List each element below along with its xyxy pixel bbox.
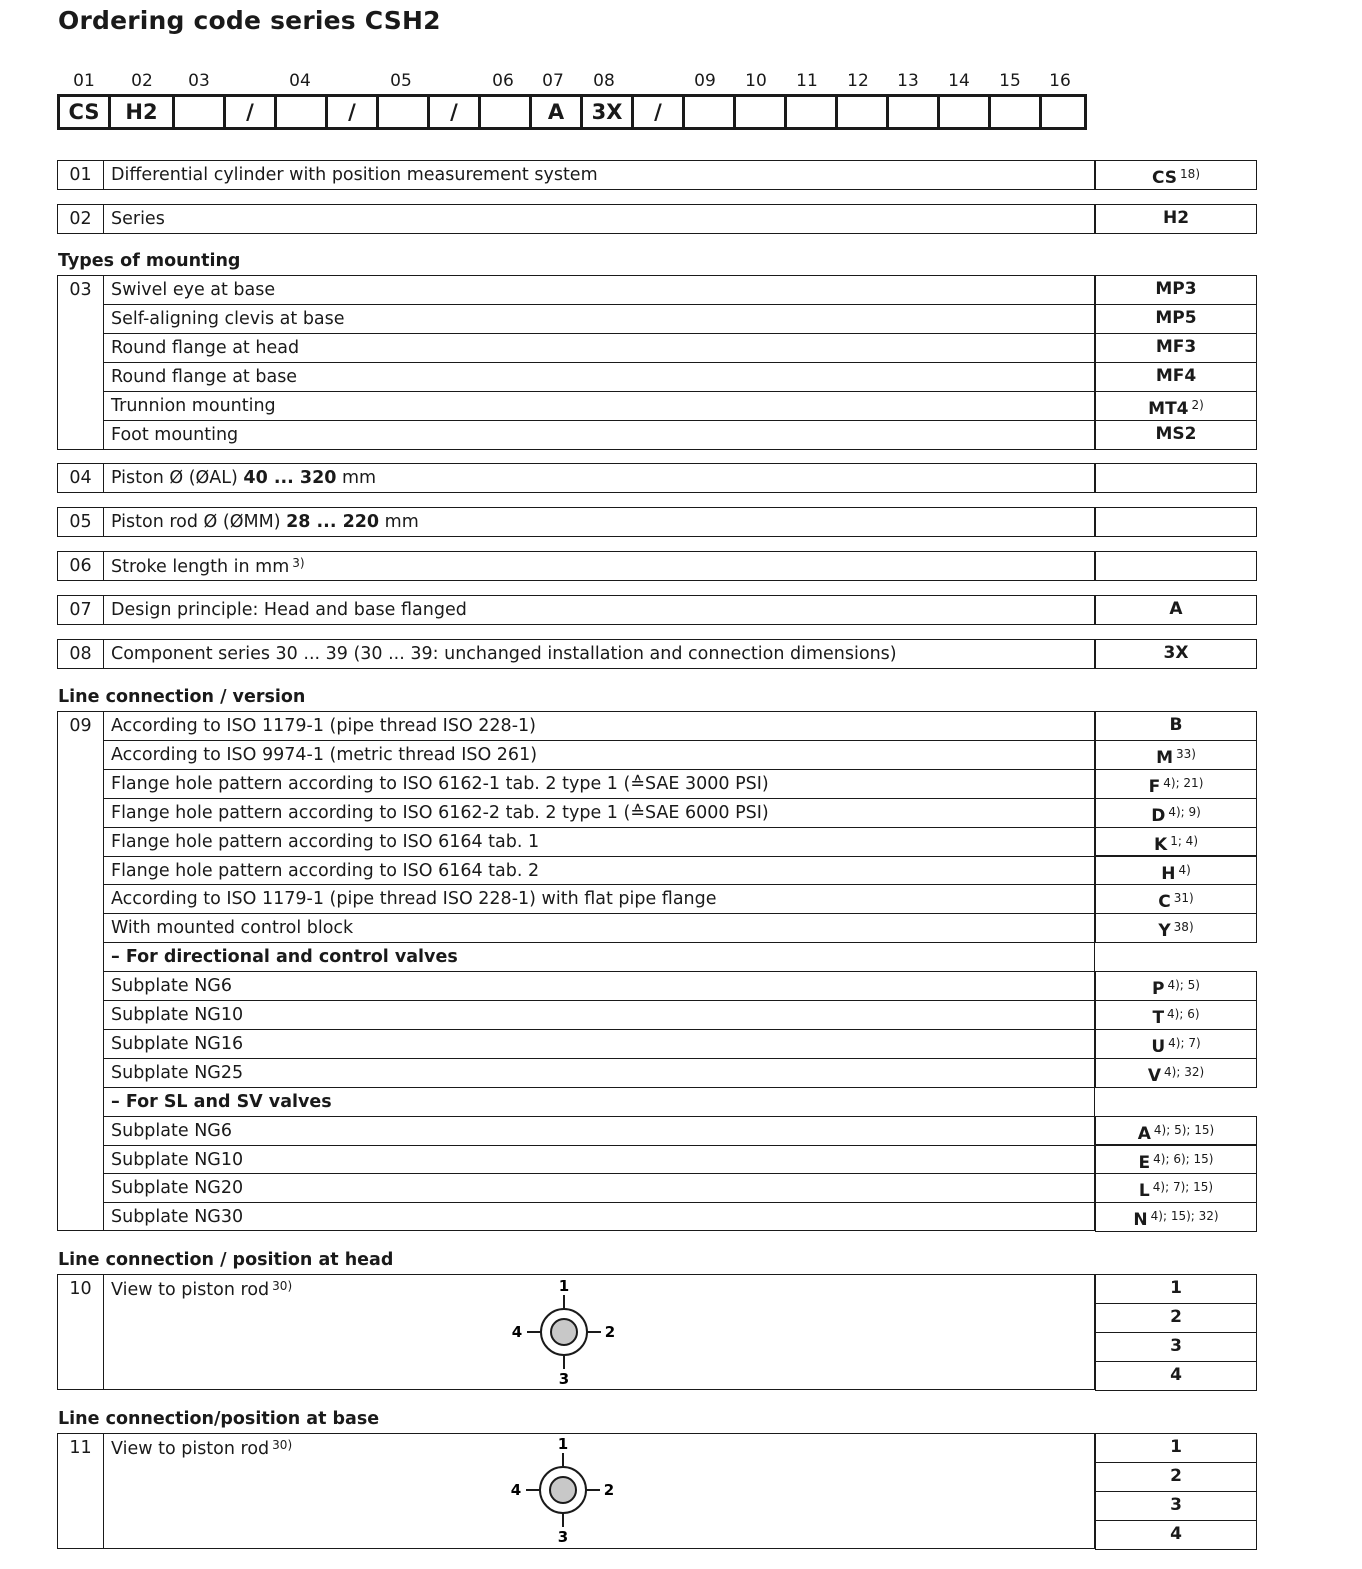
row-text: Component series 30 ... 39 (30 ... 39: unchanged installation and connection dimensions) <box>111 644 897 664</box>
position-label: 15 <box>999 71 1021 91</box>
option-text: Subplate NG10 <box>111 1005 244 1025</box>
position-code: 2 <box>1095 1303 1257 1333</box>
option-code: T $^{4); 6)}$ <box>1095 1000 1257 1030</box>
option-text: Round flange at head <box>111 338 300 358</box>
row-text: Design principle: Head and base flanged <box>111 600 467 620</box>
strip-fixed-cell: CS <box>60 97 111 127</box>
row-number: 03 <box>69 280 92 300</box>
position-label: 13 <box>897 71 919 91</box>
position-label: 02 <box>131 71 153 91</box>
code-input-rod[interactable] <box>1095 507 1257 537</box>
section-heading-base: Line connection/position at base <box>58 1409 380 1429</box>
option-code: MP5 <box>1095 304 1257 334</box>
row-01 <box>57 160 1095 190</box>
option-text: Subplate NG16 <box>111 1033 244 1054</box>
option-code: MT4 $^{2)}$ <box>1095 391 1257 421</box>
option-code: U $^{4); 7)}$ <box>1095 1029 1257 1059</box>
option-code: V $^{4); 32)}$ <box>1095 1058 1257 1088</box>
option-code: Y $^{38)}$ <box>1095 913 1257 943</box>
ordering-code-strip <box>57 94 1087 130</box>
port-label-2: 2 <box>603 1481 615 1499</box>
option-text: According to ISO 1179-1 (pipe thread ISO 228-1) with flat pipe flange <box>111 889 717 910</box>
option-code: M $^{33)}$ <box>1095 740 1257 770</box>
position-label: 06 <box>492 71 514 91</box>
option-code: B <box>1095 711 1257 741</box>
option-text: According to ISO 1179-1 (pipe thread ISO 228-1) <box>111 716 536 736</box>
position-label: 12 <box>847 71 869 91</box>
section-heading-line-connection: Line connection / version <box>58 687 306 707</box>
line-connection-table <box>57 711 1095 1231</box>
row-number: 06 <box>69 556 92 576</box>
option-text: Round flange at base <box>111 367 298 387</box>
option-text: Flange hole pattern according to ISO 6164 tab. 2 <box>111 860 540 881</box>
option-text: Flange hole pattern according to ISO 6162-2 tab. 2 type 1 (≙SAE 6000 PSI) <box>111 802 769 823</box>
code-cs: CS $^{18)}$ <box>1095 160 1257 190</box>
row-text: Stroke length in mm $^{3)}$ <box>111 556 305 577</box>
option-text: Subplate NG10 <box>111 1149 244 1170</box>
code-3x: 3X <box>1095 639 1257 669</box>
position-label: 10 <box>745 71 767 91</box>
mounting-table <box>57 275 1095 450</box>
position-label: 16 <box>1049 71 1071 91</box>
position-label: 01 <box>73 71 95 91</box>
port-label-2: 2 <box>604 1323 616 1341</box>
option-code: MS2 <box>1095 420 1257 450</box>
position-code: 2 <box>1095 1462 1257 1492</box>
page-title: Ordering code series CSH2 <box>58 6 441 35</box>
strip-input-cell[interactable] <box>889 97 940 127</box>
port-label-1: 1 <box>557 1435 569 1453</box>
option-code: F $^{4); 21)}$ <box>1095 769 1257 799</box>
option-text: Trunnion mounting <box>111 396 276 416</box>
option-text: Subplate NG30 <box>111 1207 244 1228</box>
option-text: With mounted control block <box>111 918 354 939</box>
strip-input-cell[interactable] <box>175 97 226 127</box>
option-text: Swivel eye at base <box>111 280 276 300</box>
strip-input-cell[interactable] <box>379 97 430 127</box>
option-text: Subplate NG20 <box>111 1178 244 1199</box>
option-text: Subplate NG25 <box>111 1062 244 1083</box>
strip-separator: / <box>430 97 481 127</box>
option-text: According to ISO 9974-1 (metric thread ISO 261) <box>111 744 538 765</box>
row-02 <box>57 204 1095 234</box>
port-position-diagram-base <box>504 1435 624 1545</box>
section-heading-mounting: Types of mounting <box>58 251 241 271</box>
option-text: Subplate NG6 <box>111 1120 232 1141</box>
row-number: 01 <box>69 165 92 185</box>
row-number: 10 <box>69 1279 92 1299</box>
position-label: 09 <box>694 71 716 91</box>
option-text: Self-aligning clevis at base <box>111 309 345 329</box>
strip-input-cell[interactable] <box>481 97 532 127</box>
position-label: 14 <box>948 71 970 91</box>
option-text: Subplate NG6 <box>111 976 232 997</box>
row-text: View to piston rod $^{30)}$ <box>111 1438 293 1459</box>
row-08 <box>57 639 1095 669</box>
row-number: 05 <box>69 512 92 532</box>
port-position-diagram-head <box>505 1277 625 1387</box>
strip-fixed-cell: 3X <box>583 97 634 127</box>
row-text: Series <box>111 209 165 229</box>
option-code: C $^{31)}$ <box>1095 884 1257 914</box>
row-number: 08 <box>69 644 92 664</box>
option-text: Foot mounting <box>111 425 239 445</box>
strip-input-cell[interactable] <box>736 97 787 127</box>
subgroup-heading: – For SL and SV valves <box>111 1091 332 1112</box>
port-label-3: 3 <box>557 1528 569 1545</box>
strip-input-cell[interactable] <box>940 97 991 127</box>
port-label-4: 4 <box>510 1481 522 1499</box>
option-code: E $^{4); 6); 15)}$ <box>1095 1145 1257 1175</box>
option-code: MP3 <box>1095 275 1257 305</box>
option-code: MF4 <box>1095 362 1257 392</box>
strip-input-cell[interactable] <box>991 97 1042 127</box>
row-number: 09 <box>69 716 92 736</box>
strip-separator: / <box>634 97 685 127</box>
port-label-3: 3 <box>558 1370 570 1387</box>
code-h2: H2 <box>1095 204 1257 234</box>
code-input-piston[interactable] <box>1095 463 1257 493</box>
option-text: Flange hole pattern according to ISO 6164 tab. 1 <box>111 831 540 852</box>
port-label-4: 4 <box>511 1323 523 1341</box>
position-code: 1 <box>1095 1274 1257 1304</box>
row-number: 04 <box>69 468 92 488</box>
option-code: H $^{4)}$ <box>1095 856 1257 886</box>
position-code: 4 <box>1095 1520 1257 1550</box>
strip-input-cell[interactable] <box>1042 97 1093 127</box>
position-label: 05 <box>390 71 412 91</box>
row-number: 02 <box>69 209 92 229</box>
row-number: 11 <box>69 1438 92 1458</box>
strip-separator: / <box>226 97 277 127</box>
strip-fixed-cell: H2 <box>111 97 175 127</box>
option-code: P $^{4); 5)}$ <box>1095 971 1257 1001</box>
strip-input-cell[interactable] <box>838 97 889 127</box>
row-text: Differential cylinder with position measurement system <box>111 165 598 185</box>
option-text: Flange hole pattern according to ISO 6162-1 tab. 2 type 1 (≙SAE 3000 PSI) <box>111 773 769 794</box>
position-code: 3 <box>1095 1332 1257 1362</box>
port-label-1: 1 <box>558 1277 570 1295</box>
row-text: View to piston rod $^{30)}$ <box>111 1279 293 1300</box>
code-input-stroke[interactable] <box>1095 551 1257 581</box>
option-code: K $^{1; 4)}$ <box>1095 827 1257 857</box>
row-text: Piston Ø (ØAL) 40 ... 320 mm <box>111 468 377 488</box>
position-code: 1 <box>1095 1433 1257 1463</box>
option-code: MF3 <box>1095 333 1257 363</box>
strip-fixed-cell: A <box>532 97 583 127</box>
row-06 <box>57 551 1095 581</box>
code-a: A <box>1095 595 1257 625</box>
subgroup-heading: – For directional and control valves <box>111 947 458 968</box>
option-code: N $^{4); 15); 32)}$ <box>1095 1202 1257 1232</box>
position-label: 03 <box>188 71 210 91</box>
position-label: 04 <box>289 71 311 91</box>
strip-input-cell[interactable] <box>685 97 736 127</box>
strip-separator: / <box>328 97 379 127</box>
position-code: 4 <box>1095 1361 1257 1391</box>
row-05 <box>57 507 1095 537</box>
position-label: 07 <box>542 71 564 91</box>
row-07 <box>57 595 1095 625</box>
row-text: Piston rod Ø (ØMM) 28 ... 220 mm <box>111 512 419 532</box>
option-code: L $^{4); 7); 15)}$ <box>1095 1173 1257 1203</box>
strip-input-cell[interactable] <box>787 97 838 127</box>
position-label: 08 <box>593 71 615 91</box>
strip-input-cell[interactable] <box>277 97 328 127</box>
row-04 <box>57 463 1095 493</box>
position-code: 3 <box>1095 1491 1257 1521</box>
option-code: A $^{4); 5); 15)}$ <box>1095 1116 1257 1146</box>
row-number: 07 <box>69 600 92 620</box>
section-heading-head: Line connection / position at head <box>58 1250 394 1270</box>
option-code: D $^{4); 9)}$ <box>1095 798 1257 828</box>
position-label: 11 <box>796 71 818 91</box>
